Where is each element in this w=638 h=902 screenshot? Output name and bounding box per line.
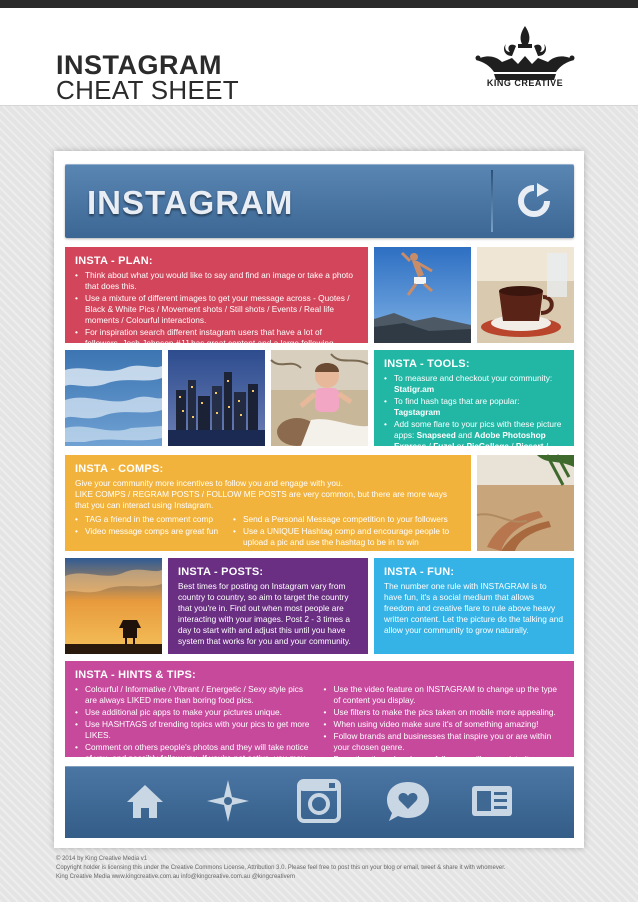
app-name: Adobe Photoshop Express [394,430,546,452]
plan-panel [65,247,368,349]
page-title: INSTAGRAM [56,50,222,80]
comps-list-right [233,514,461,549]
list-item: • TAG a friend in the comment comp [75,514,225,525]
page-subtitle: CHEAT SHEET [56,75,239,105]
list-item: • Follow brands and businesses that inspire you or are within your chosen genre. [324,731,565,753]
footer-license: Copyright holder is licensing this under the Creative Commons License, Attribution 3.0. Please feel free to post this on your blog or email, tweet & share it with whomever. [56,865,506,871]
list-item: • For inspiration search different instagram users that have a lot of followers. Josh Johnson #JJ has great content and a large following. [75,327,358,349]
instagram-nav-bar [65,766,574,838]
photo-sunset-hut [65,558,162,654]
plan-list [75,270,358,349]
app-name: Fuzel [433,441,455,452]
list-item: • Be authentic and real, your followers will appreciate it. [324,754,565,765]
list-item: • Send a Personal Message competition to your followers [233,514,461,525]
list-item: • Comment on others people's photos and they will take notice of you, and possibly follow you. If you're not active, you may [75,742,316,775]
header [0,8,638,106]
posts-panel [168,558,368,654]
photo-clouds [65,350,162,446]
crown-icon [466,22,584,82]
hints-list-right [324,684,565,776]
list-item: • Use filters to make the pics taken on mobile more appealing. [324,707,565,718]
app-name: PicCollage [466,441,509,452]
list-item: • Use HASHTAGS of trending topics with your pics to get more LIKES. [75,719,316,741]
tools-panel [374,350,574,452]
logo-text: KING CREATIVE [486,78,564,88]
king-creative-logo [466,22,584,106]
tagstagram-link[interactable]: Tagstagram [394,407,441,418]
camera-icon[interactable] [296,778,342,824]
refresh-icon[interactable] [515,182,553,220]
list-item: • Video message comps are great fun [75,526,225,537]
photo-jumping-man [374,247,471,343]
photo-coffee-cup [477,247,574,343]
tools-list [384,373,564,463]
photo-beach-legs [477,455,574,551]
list-item [384,373,564,395]
hints-columns [75,684,564,776]
list-item: • Use a UNIQUE Hashtag comp and encourage people to upload a pic and use the hashtag to be in to win [233,526,461,548]
connector: and [458,430,472,441]
fun-panel [374,558,574,654]
comps-intro: Give your community more incentives to follow you and engage with you. [75,478,343,488]
top-bar [0,0,638,8]
heart-speech-icon[interactable] [385,778,431,824]
fun-heading: INSTA - FUN: [384,566,455,578]
fun-body: The number one rule with INSTAGRAM is to have fun, it's a social medium that allows freedom and creative flare to rule above heavy written content. Let the picture do the talking and allow your community to grow naturally. [384,581,563,636]
connector: / [511,441,514,452]
posts-body: Best times for posting on Instagram vary from country to country, so aim to target the country that you're in. Find out when most people are interacting with your images. Post 2 - 3 times a day to start with and adjust this until you have system that works for you and your community. [178,581,351,647]
hints-list-left [75,684,316,776]
tools-item-text: To find hash tags that are popular: [394,396,520,407]
list-item: • When using video make sure it's of something amazing! [324,719,565,730]
list-item: • Use the video feature on INSTAGRAM to change up the type of content you display. [324,684,565,706]
photo-child-playing [271,350,368,446]
footer [56,855,586,882]
list-item: • Use additional pic apps to make your pictures unique. [75,707,316,718]
comps-intro: LIKE COMPS / REGRAM POSTS / FOLLOW ME POSTS are very common, but there are more ways that you can interact using Instagram. [75,489,448,511]
instagram-app-bar [65,164,574,238]
plan-heading: INSTA - PLAN: [75,255,153,267]
comps-panel [65,455,471,551]
app-name: Snapseed [416,430,456,441]
hints-heading: INSTA - HINTS & TIPS: [75,669,196,681]
app-bar-divider [491,170,493,232]
comps-columns [75,514,461,549]
tools-heading: INSTA - TOOLS: [384,358,470,370]
comps-list-left [75,514,225,549]
connector: / [428,441,431,452]
statigram-link[interactable]: Statigr.am [394,384,435,395]
comps-heading: INSTA - COMPS: [75,463,164,475]
list-item: • Colourful / Informative / Vibrant / Energetic / Sexy style pics are always LIKED more than boring food pics. [75,684,316,706]
connector: / [545,441,549,452]
list-item: • Think about what you would like to say and find an image or take a photo that does this. [75,270,358,292]
tools-item-text: To measure and checkout your community: [394,373,553,383]
photo-city-night [168,350,265,446]
app-bar-title: INSTAGRAM [87,184,294,221]
home-icon[interactable] [122,778,168,824]
list-item: • Use a mixture of different images to get your message across - Quotes / Black & White Pics / Movement shots / Still shots / Events / Real life moments / Colourful interactions. [75,293,358,326]
tools-item-text: Add some flare to your pics with these picture apps: [394,419,562,441]
footer-contact: King Creative Media www.kingcreative.com.au info@kingcreative.com.au @kingcreativem [56,874,295,880]
posts-heading: INSTA - POSTS: [178,566,264,578]
connector: or [456,441,465,452]
hints-panel [65,661,574,765]
news-icon[interactable] [469,778,515,824]
footer-copyright: © 2014 by King Creative Media v1 [56,856,148,862]
list-item [384,396,564,418]
explore-icon[interactable] [205,778,251,824]
app-name: Picsart [515,441,544,452]
